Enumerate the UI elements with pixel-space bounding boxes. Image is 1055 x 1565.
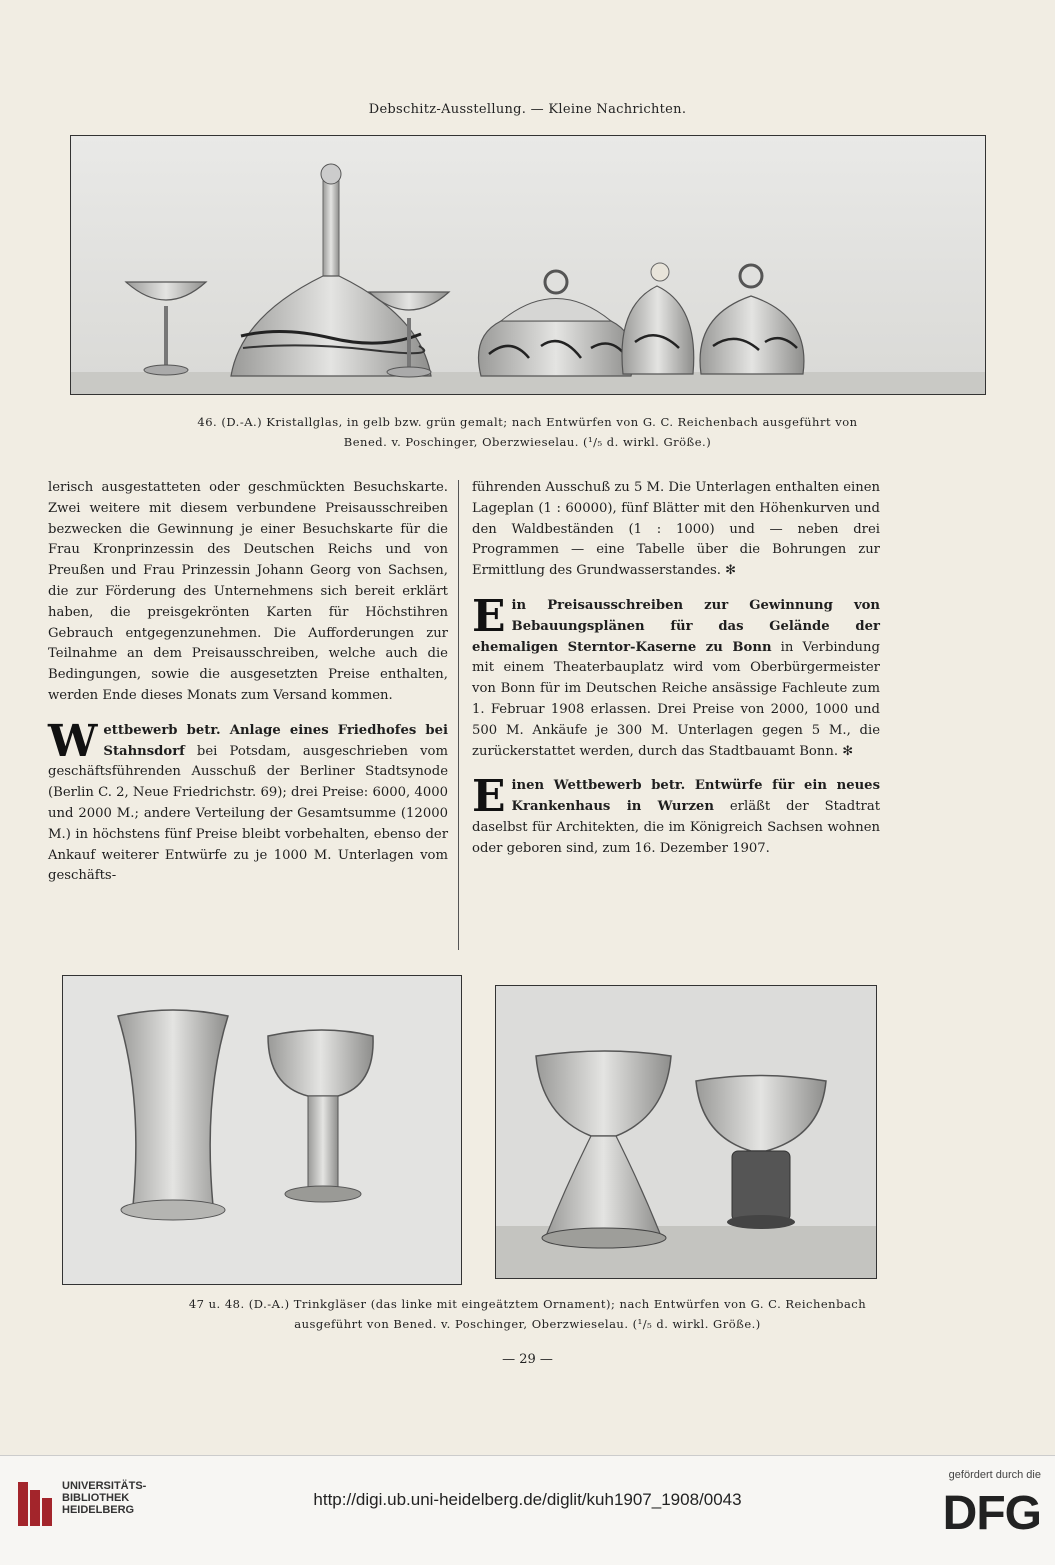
left-paragraph-1: lerisch ausgestatteten oder geschmückten Besuchskarte. Zwei weitere mit diesem verbundene Preisausschreiben bezwecken die Gewinnung je einer Besuchskarte für die Frau Kronprinzessin des Deutschen Reichs und von Preußen und Frau Prinzessin Johann Georg von Sachsen, die zur Förderung des Unternehmens sich bereit erklärt haben, die preisgekrönten Karten für Höchstihren Gebrauch entgegenzunehmen. Die Aufforderungen zur Teilnahme an dem Preisausschreiben, welche auch die Bedingungen, sowie die ausgesetzten Preise enthalten, werden Ende dieses Monats zum Versand kommen. (48, 480, 448, 703)
right-paragraph-3-heading: inen Wettbewerb betr. Entwürfe für ein neues Krankenhaus in Wurzen (511, 778, 880, 815)
library-name-line1: UNIVERSITÄTS- (62, 1480, 147, 1492)
left-column (48, 478, 448, 887)
figure-46-caption-line2: Bened. v. Poschinger, Oberzwieselau. (¹/₅ d. wirkl. Größe.) (343, 435, 712, 449)
dfg-logo: DFG (942, 1487, 1041, 1540)
sponsor-label: gefördert durch die (948, 1469, 1041, 1481)
right-column (472, 478, 880, 860)
figure-47-48-caption-line1: 47 u. 48. (D.-A.) Trinkgläser (das linke mit eingeätztem Ornament); nach Entwürfen von G. C. Reichenbach (188, 1297, 867, 1311)
right-paragraph-1: führenden Ausschuß zu 5 M. Die Unterlagen enthalten einen Lageplan (1 : 60000), fünf Blätter mit den Höhenkurven und den Waldbeständen (1 : 1000) und — neben drei Programmen — eine Tabelle über die Bohrungen zur Ermittlung des Grundwasserstandes. ✻ (472, 480, 881, 579)
right-paragraph-3-body: erläßt der Stadtrat daselbst für Architekten, die im Königreich Sachsen wohnen oder geboren sind, zum 16. Dezember 1907. (472, 799, 880, 856)
right-paragraph-2-body: in Verbindung mit einem Theaterbauplatz wird vom Oberbürgermeister von Bonn für im Deutschen Reiche ansässige Fachleute zum 1. Februar 1908 erlassen. Drei Preise von 2000, 1000 und 500 M. Ankäufe je 300 M. Unterlagen gegen 5 M., die zurückerstattet werden, durch das Stadtbauamt Bonn. ✻ (472, 639, 880, 759)
figure-46-caption-line1: 46. (D.-A.) Kristallglas, in gelb bzw. grün gemalt; nach Entwürfen von G. C. Reichenbach ausgeführt von (197, 415, 858, 429)
photo-drinking-glasses-right (495, 985, 877, 1279)
photo-drinking-glasses-left-drawing (63, 976, 461, 1284)
photo-glassware-set-drawing (71, 136, 985, 394)
library-name-line3: HEIDELBERG (62, 1504, 135, 1516)
initial-e: E (472, 590, 506, 642)
photo-drinking-glasses-left (62, 975, 462, 1285)
right-paragraph-2-heading: in Preisausschreiben zur Gewinnung von Bebauungsplänen für das Gelände der ehemaligen Sterntor-Kaserne zu Bonn (472, 597, 880, 655)
page-number: — 29 — (502, 1352, 553, 1367)
initial-e-2: E (472, 771, 506, 823)
figure-47-48-caption-line2: ausgeführt von Bened. v. Poschinger, Oberzwieselau. (¹/₅ d. wirkl. Größe.) (294, 1317, 761, 1331)
digitization-footer (0, 1455, 1055, 1565)
right-paragraph-2 (472, 590, 880, 762)
photo-glassware-set (70, 135, 986, 395)
left-paragraph-2 (48, 715, 448, 887)
photo-drinking-glasses-right-drawing (496, 986, 876, 1278)
figure-47-48-caption (60, 1294, 995, 1334)
column-divider (458, 480, 459, 950)
library-name-line2: BIBLIOTHEK (62, 1492, 130, 1504)
left-paragraph-2-heading: ettbewerb betr. Anlage eines Friedhofes bei Stahnsdorf (103, 722, 448, 759)
figure-46-caption (60, 412, 995, 452)
permalink-url[interactable]: http://digi.ub.uni-heidelberg.de/diglit/kuh1907_1908/0043 (313, 1490, 742, 1509)
right-paragraph-3 (472, 771, 880, 859)
initial-w: W (48, 715, 98, 767)
running-title: Debschitz-Ausstellung. — Kleine Nachrichten. (368, 102, 687, 117)
left-paragraph-2-body: bei Potsdam, ausgeschrieben vom geschäftsführenden Ausschuß der Berliner Stadtsynode (Berlin C. 2, Neue Friedrichstr. 69); drei Preise: 6000, 4000 und 2000 M.; andere Verteilung der Gesamtsumme (12000 M.) in höchstens fünf Preise bleibt vorbehalten, ebenso der Ankauf weiterer Entwürfe zu je 1000 M. Unterlagen vom geschäfts- (48, 743, 448, 884)
